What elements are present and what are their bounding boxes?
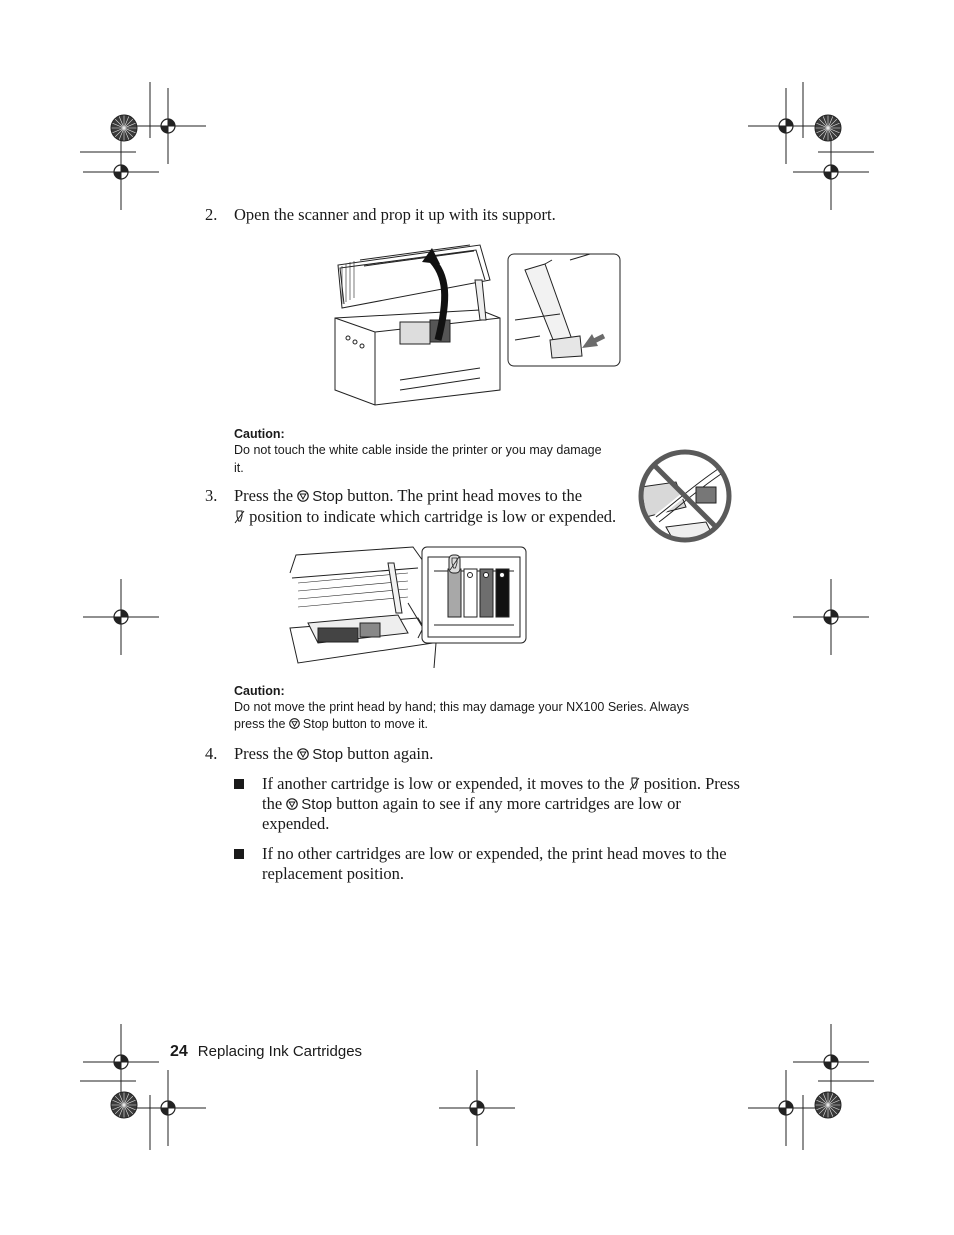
step-4-rest: button again. bbox=[347, 744, 434, 763]
bullet-1-line-2-b: button again to see if any more cartridges are low or bbox=[336, 794, 681, 813]
bullet-square-icon bbox=[234, 779, 244, 789]
printer-scanner-open-illustration bbox=[330, 240, 630, 408]
ink-replacement-position-icon bbox=[234, 510, 245, 524]
caution-2-line-2 bbox=[234, 716, 428, 734]
stop-button-label: Stop bbox=[301, 796, 333, 813]
bullet-1-line-1-a: If another cartridge is low or expended, it moves to the bbox=[262, 774, 625, 793]
caution-2-line-2-rest: button to move it. bbox=[332, 717, 428, 731]
bullet-2-line-2: replacement position. bbox=[262, 864, 405, 883]
caution-2-line-1: Do not move the print head by hand; this may damage your NX100 Series. Always bbox=[234, 700, 690, 714]
step-4-prefix: Press the bbox=[234, 744, 294, 763]
do-not-touch-cable-illustration bbox=[636, 447, 734, 545]
print-head-position-illustration bbox=[288, 543, 530, 671]
caution-1-body: Do not touch the white cable inside the printer or you may damage it. bbox=[234, 443, 602, 475]
bullet-2-line-1: If no other cartridges are low or expended, the print head moves to the bbox=[262, 844, 727, 863]
step-4-number: 4. bbox=[205, 744, 218, 763]
step-3-line-2-rest: position to indicate which cartridge is low or expended. bbox=[249, 507, 617, 526]
step-3-line-1-rest: button. The print head moves to the bbox=[347, 486, 583, 505]
bullet-square-icon bbox=[234, 849, 244, 859]
page-number: 24 bbox=[170, 1043, 188, 1060]
step-4-text bbox=[234, 744, 433, 765]
stop-button-icon bbox=[297, 490, 309, 502]
step-3-line-1 bbox=[234, 486, 582, 507]
bullet-1-line-3: expended. bbox=[262, 814, 330, 833]
section-title: Replacing Ink Cartridges bbox=[197, 1043, 363, 1060]
bullet-1-line-2 bbox=[262, 794, 681, 815]
caution-2-title: Caution: bbox=[234, 684, 285, 698]
step-2-number: 2. bbox=[205, 205, 218, 224]
bullet-1-line-1 bbox=[262, 774, 740, 794]
stop-button-label: Stop bbox=[312, 746, 344, 763]
step-3-prefix: Press the bbox=[234, 486, 294, 505]
caution-2-prefix: press the bbox=[234, 717, 286, 731]
stop-button-label: Stop bbox=[302, 717, 329, 731]
bullet-1-line-2-a: the bbox=[262, 794, 283, 813]
stop-button-icon bbox=[289, 718, 300, 729]
stop-button-icon bbox=[286, 798, 298, 810]
bullet-1-line-1-b: position. Press bbox=[643, 774, 740, 793]
step-3-line-2 bbox=[234, 507, 616, 527]
step-3-number: 3. bbox=[205, 486, 218, 505]
ink-replacement-position-icon bbox=[629, 777, 640, 791]
caution-1-title: Caution: bbox=[234, 427, 285, 441]
page-footer bbox=[170, 1043, 362, 1061]
stop-button-icon bbox=[297, 748, 309, 760]
stop-button-label: Stop bbox=[312, 488, 344, 505]
step-2-text: Open the scanner and prop it up with its support. bbox=[234, 205, 556, 224]
